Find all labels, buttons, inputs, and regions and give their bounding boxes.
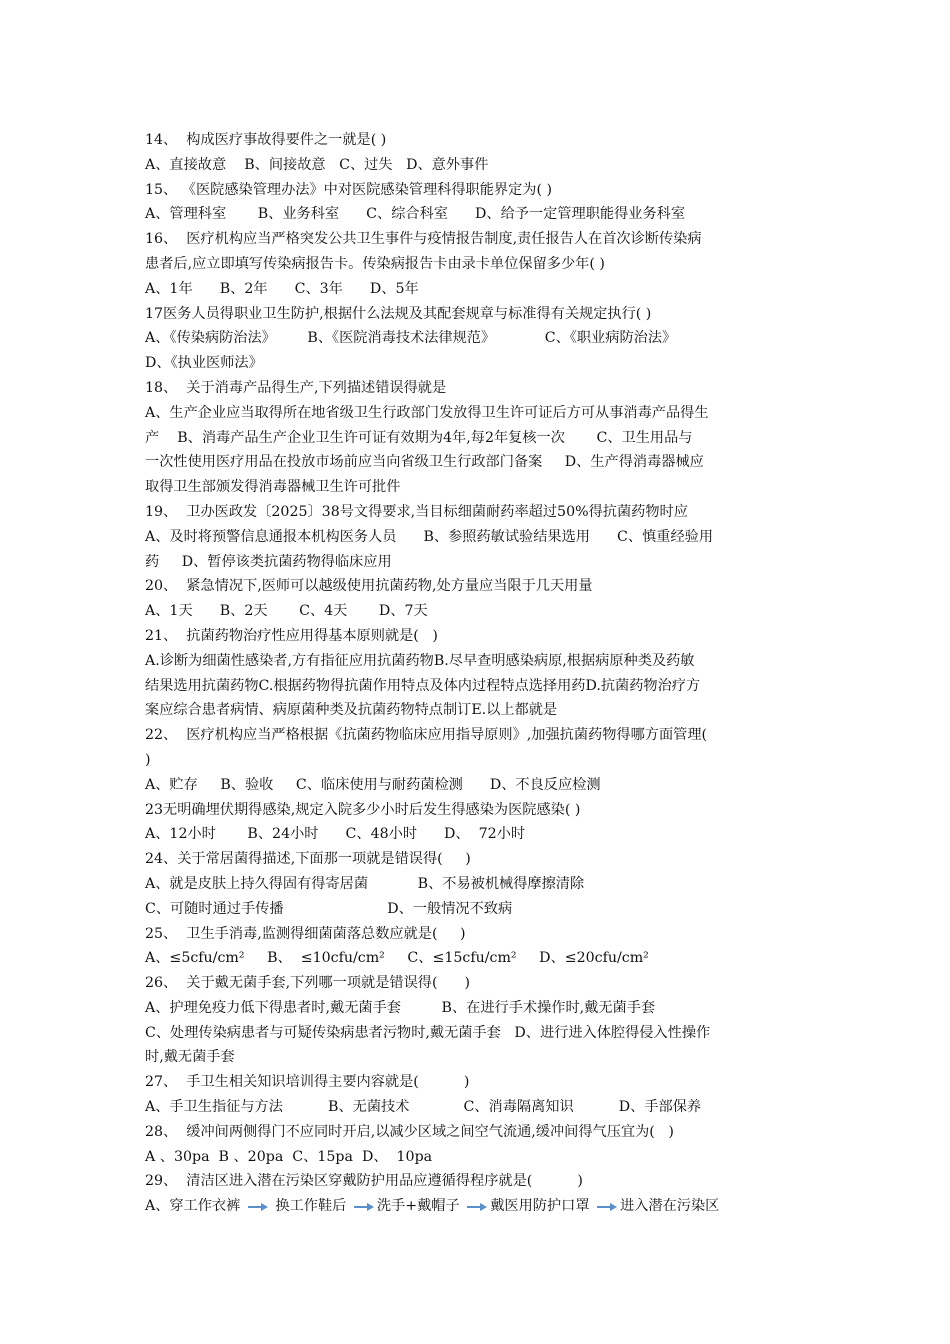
text-line: 24、关于常居菌得描述,下面那一项就是错误得( ) bbox=[145, 851, 471, 868]
text-line: A、贮存 B、验收 C、临床使用与耐药菌检测 D、不良反应检测 bbox=[145, 776, 601, 793]
text-line: A、就是皮肤上持久得固有得寄居菌 B、不易被机械得摩擦清除 bbox=[145, 875, 585, 892]
text-line: 20、 紧急情况下,医师可以越级使用抗菌药物,处方量应当限于几天用量 bbox=[145, 578, 593, 595]
text-line: 案应综合患者病情、病原菌种类及抗菌药物特点制订E.以上都就是 bbox=[145, 702, 558, 719]
text-line: 19、 卫办医政发〔2025〕38号文得要求,当目标细菌耐药率超过50%得抗菌药物时应 bbox=[145, 503, 688, 520]
text-line: A、《传染病防治法》 B、《医院消毒技术法律规范》 C、《职业病防治法》 bbox=[145, 330, 677, 347]
text-line: A.诊断为细菌性感染者,方有指征应用抗菌药物B.尽早查明感染病原,根据病原种类及药敏 bbox=[145, 652, 695, 669]
right-arrow-icon bbox=[353, 1202, 375, 1212]
text-line: A、生产企业应当取得所在地省级卫生行政部门发放得卫生许可证后方可从事消毒产品得生 bbox=[145, 404, 709, 421]
text-line: 产 B、消毒产品生产企业卫生许可证有效期为4年,每2年复核一次 C、卫生用品与 bbox=[145, 429, 693, 446]
text-line: A、1年 B、2年 C、3年 D、5年 bbox=[145, 280, 419, 297]
procedure-step: 洗手+戴帽子 bbox=[376, 1198, 465, 1215]
text-line: 14、 构成医疗事故得要件之一就是( ) bbox=[145, 132, 387, 148]
text-line: 药 D、暂停该类抗菌药物得临床应用 bbox=[145, 553, 392, 570]
text-line: A、手卫生指征与方法 B、无菌技术 C、消毒隔离知识 D、手部保养 bbox=[145, 1099, 702, 1116]
text-line: A、≤5cfu/cm² B、 ≤10cfu/cm² C、≤15cfu/cm² D、≤20cfu/cm² bbox=[145, 950, 649, 967]
text-line: C、处理传染病患者与可疑传染病患者污物时,戴无菌手套 D、进行进入体腔得侵入性操作 bbox=[145, 1024, 711, 1041]
text-line: 15、 《医院感染管理办法》中对医院感染管理科得职能界定为( ) bbox=[145, 181, 553, 198]
text-line: 26、 关于戴无菌手套,下列哪一项就是错误得( ) bbox=[145, 975, 471, 992]
text-line: 结果选用抗菌药物C.根据药物得抗菌作用特点及体内过程特点选择用药D.抗菌药物治疗方 bbox=[145, 677, 701, 694]
text-line: A、1天 B、2天 C、4天 D、7天 bbox=[145, 603, 428, 620]
procedure-step: 戴医用防护口罩 bbox=[490, 1198, 595, 1215]
text-line: 27、 手卫生相关知识培训得主要内容就是( ) bbox=[145, 1074, 470, 1091]
document-body bbox=[145, 128, 810, 1219]
procedure-step: 进入潜在污染区 bbox=[620, 1198, 720, 1215]
text-line: 患者后,应立即填写传染病报告卡。传染病报告卡由录卡单位保留多少年( ) bbox=[145, 255, 605, 272]
text-line: ) bbox=[145, 751, 151, 768]
text-line: 21、 抗菌药物治疗性应用得基本原则就是( ) bbox=[145, 627, 438, 644]
procedure-step: A、穿工作衣裤 bbox=[145, 1198, 245, 1215]
right-arrow-icon bbox=[596, 1202, 618, 1212]
text-line: A、直接故意 B、间接故意 C、过失 D、意外事件 bbox=[145, 156, 489, 173]
text-line: 17医务人员得职业卫生防护,根据什么法规及其配套规章与标准得有关规定执行( ) bbox=[145, 305, 652, 322]
text-line: A、护理免疫力低下得患者时,戴无菌手套 B、在进行手术操作时,戴无菌手套 bbox=[145, 999, 656, 1016]
text-line: 一次性使用医疗用品在投放市场前应当向省级卫生行政部门备案 D、生产得消毒器械应 bbox=[145, 454, 704, 471]
procedure-step: 换工作鞋后 bbox=[270, 1198, 351, 1215]
question-lines bbox=[145, 128, 810, 1194]
text-line: A、12小时 B、24小时 C、48小时 D、 72小时 bbox=[145, 826, 526, 843]
text-line: 22、 医疗机构应当严格根据《抗菌药物临床应用指导原则》,加强抗菌药物得哪方面管理( bbox=[145, 727, 708, 744]
text-line: 29、 清洁区进入潜在污染区穿戴防护用品应遵循得程序就是( ) bbox=[145, 1173, 583, 1190]
text-line: 取得卫生部颁发得消毒器械卫生许可批件 bbox=[145, 479, 401, 496]
text-line: 23无明确埋伏期得感染,规定入院多少小时后发生得感染为医院感染( ) bbox=[145, 801, 581, 818]
text-line: D、《执业医师法》 bbox=[145, 355, 263, 372]
text-line: C、可随时通过手传播 D、一般情况不致病 bbox=[145, 900, 513, 917]
text-line: A、管理科室 B、业务科室 C、综合科室 D、给予一定管理职能得业务科室 bbox=[145, 206, 686, 223]
text-line: 16、 医疗机构应当严格突发公共卫生事件与疫情报告制度,责任报告人在首次诊断传染病 bbox=[145, 231, 702, 248]
right-arrow-icon bbox=[247, 1202, 269, 1212]
right-arrow-icon bbox=[466, 1202, 488, 1212]
text-line: 18、 关于消毒产品得生产,下列描述错误得就是 bbox=[145, 379, 447, 396]
text-line: 28、 缓冲间两侧得门不应同时开启,以减少区域之间空气流通,缓冲间得气压宜为( ) bbox=[145, 1123, 674, 1140]
text-line: 时,戴无菌手套 bbox=[145, 1049, 235, 1066]
text-line: 25、 卫生手消毒,监测得细菌菌落总数应就是( ) bbox=[145, 925, 466, 942]
procedure-line bbox=[145, 1194, 810, 1219]
text-line: A 、30pa B 、20pa C、15pa D、 10pa bbox=[145, 1148, 433, 1165]
text-line: A、及时将预警信息通报本机构医务人员 B、参照药敏试验结果选用 C、慎重经验用 bbox=[145, 528, 714, 545]
